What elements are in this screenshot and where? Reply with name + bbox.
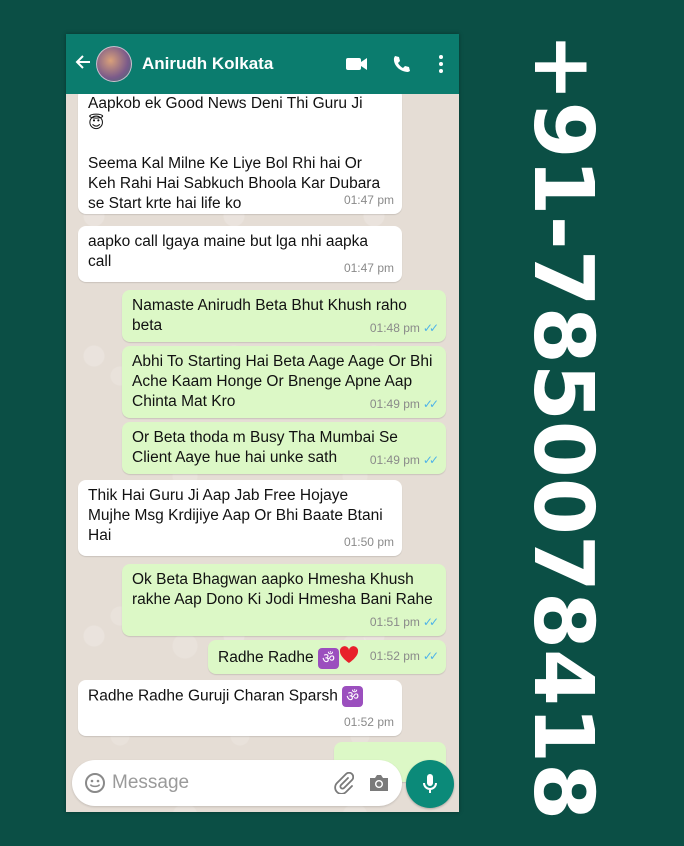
- phone-number-text: +91-7850078418: [515, 32, 611, 820]
- message-time: 01:47 pm: [343, 193, 394, 207]
- message-time: 01:47 pm: [343, 261, 394, 275]
- phone-call-icon[interactable]: [379, 54, 423, 74]
- message-text: Aapkob ek Good News Deni Thi Guru Ji 😇 Seema Kal Milne Ke Liye Bol Rhi hai Or Keh Rahi Hai Sabkuch Bhoola Kar Dubara se Start krte hai life ko: [88, 95, 381, 212]
- message-time: 01:52 pm: [369, 649, 420, 663]
- message-time: 01:48 pm: [369, 321, 420, 335]
- message-input[interactable]: Message: [112, 772, 190, 793]
- emoji-icon[interactable]: [84, 772, 106, 794]
- heart-emoji-icon: [339, 646, 359, 670]
- avatar[interactable]: [96, 46, 132, 82]
- outgoing-message[interactable]: [122, 422, 446, 474]
- message-text: Ok Beta Bhagwan aapko Hmesha Khush rakhe Aap Dono Ki Jodi Hmesha Bani Rahe: [132, 571, 433, 608]
- outgoing-message[interactable]: [122, 346, 446, 418]
- contact-name[interactable]: Anirudh Kolkata: [142, 54, 274, 73]
- phone-number-overlay: [515, 32, 611, 820]
- message-text: Abhi To Starting Hai Beta Aage Aage Or Bhi Ache Kaam Honge Or Bnenge Apne Aap Chinta Mat Kro: [132, 353, 436, 410]
- read-tick-icon: ✓✓: [422, 649, 435, 663]
- message-time: 01:52 pm: [343, 715, 394, 729]
- more-vert-icon[interactable]: [423, 55, 459, 73]
- camera-icon[interactable]: [368, 774, 390, 792]
- mic-icon: [422, 773, 438, 795]
- read-tick-icon: ✓✓: [422, 397, 435, 411]
- message-text: Or Beta thoda m Busy Tha Mumbai Se Client Aaye hue hai unke sath: [132, 429, 403, 466]
- message-time: 01:50 pm: [343, 535, 394, 549]
- attach-icon[interactable]: [334, 772, 354, 794]
- back-arrow-icon[interactable]: [74, 53, 92, 75]
- read-tick-icon: ✓✓: [422, 615, 435, 629]
- om-emoji-icon: ॐ: [342, 686, 363, 707]
- om-emoji-icon: ॐ: [318, 648, 339, 669]
- incoming-message[interactable]: [78, 480, 402, 556]
- message-text: Namaste Anirudh Beta Bhut Khush raho beta: [132, 297, 412, 334]
- app-bar: [66, 34, 459, 94]
- message-list[interactable]: [66, 94, 459, 746]
- outgoing-message[interactable]: [122, 290, 446, 342]
- message-input-bar[interactable]: [72, 760, 402, 806]
- outgoing-message[interactable]: [122, 564, 446, 636]
- incoming-message[interactable]: [78, 226, 402, 282]
- outgoing-message[interactable]: [208, 640, 446, 674]
- incoming-message[interactable]: [78, 680, 402, 736]
- read-tick-icon: ✓✓: [422, 321, 435, 335]
- message-text: Thik Hai Guru Ji Aap Jab Free Hojaye Mujhe Msg Krdijiye Aap Or Bhi Baate Btani Hai: [88, 487, 387, 544]
- mic-button[interactable]: [406, 760, 454, 808]
- message-time: 01:51 pm: [369, 615, 420, 629]
- message-text: Radhe Radhe Guruji Charan Sparsh: [88, 687, 338, 705]
- incoming-message[interactable]: [78, 88, 402, 214]
- chat-screen: [66, 34, 459, 812]
- message-text: aapko call lgaya maine but lga nhi aapka call: [88, 233, 373, 270]
- message-time: 01:49 pm: [369, 397, 420, 411]
- read-tick-icon: ✓✓: [422, 453, 435, 467]
- message-text: Radhe Radhe: [218, 649, 314, 667]
- video-call-icon[interactable]: [335, 56, 379, 72]
- message-time: 01:49 pm: [369, 453, 420, 467]
